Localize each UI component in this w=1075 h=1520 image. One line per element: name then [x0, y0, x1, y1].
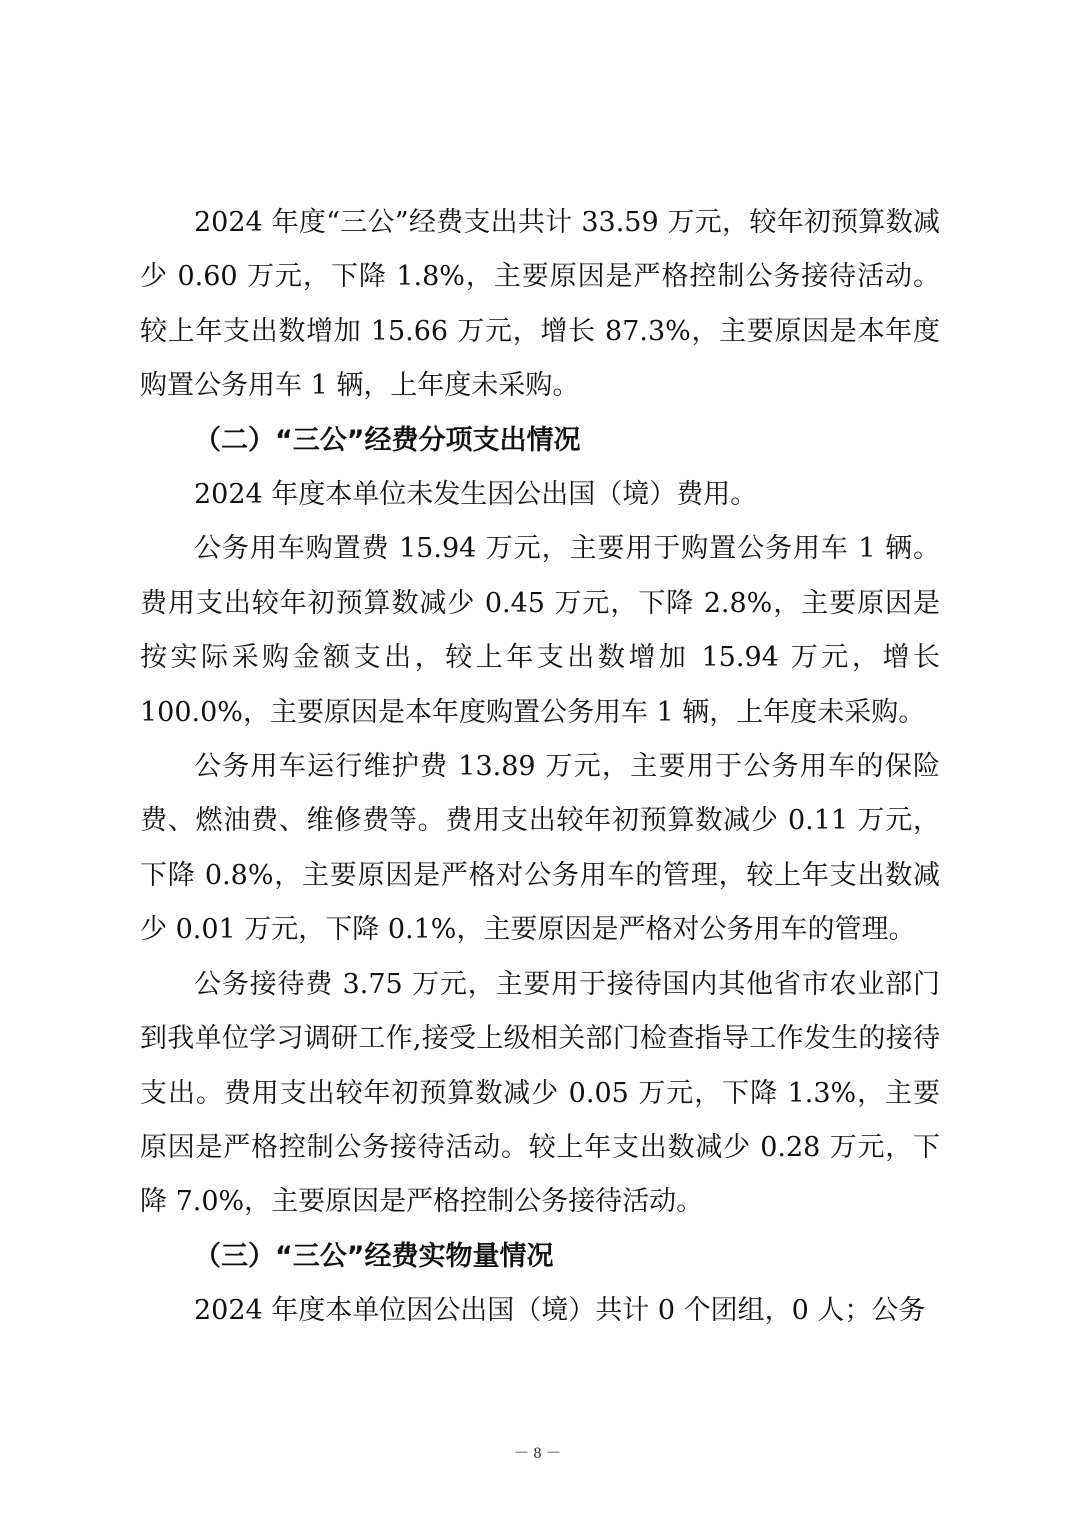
paragraph-vehicle-maintenance: 公务用车运行维护费 13.89 万元，主要用于公务用车的保险费、燃油费、维修费等。费用支出较年初预算数减少 0.11 万元，下降 0.8%，主要原因是严格对公务用车的管理，较上年支出数减少 0.01 万元，下降 0.1%，主要原因是严格对公务用车的管理。 [140, 751, 940, 946]
paragraph-physical-quantity: 2024 年度本单位因公出国（境）共计 0 个团组，0 人；公务 [194, 1295, 926, 1327]
section-heading-itemized: （二）“三公”经费分项支出情况 [194, 424, 581, 456]
page-number: － 8 － [513, 1445, 562, 1462]
paragraph-vehicle-purchase: 公务用车购置费 15.94 万元，主要用于购置公务用车 1 辆。费用支出较年初预算数减少 0.45 万元，下降 2.8%，主要原因是按实际采购金额支出，较上年支出数增加 15.94 万元，增长 100.0%，主要原因是本年度购置公务用车 1 辆，上年度未采购。 [140, 533, 940, 728]
body-text [140, 196, 940, 1339]
section-heading-physical: （三）“三公”经费实物量情况 [194, 1240, 554, 1272]
paragraph-overseas: 2024 年度本单位未发生因公出国（境）费用。 [194, 479, 758, 511]
paragraph-summary: 2024 年度“三公”经费支出共计 33.59 万元，较年初预算数减少 0.60 万元，下降 1.8%，主要原因是严格控制公务接待活动。较上年支出数增加 15.66 万元，增长 87.3%，主要原因是本年度购置公务用车 1 辆，上年度未采购。 [140, 207, 940, 402]
paragraph-reception: 公务接待费 3.75 万元，主要用于接待国内其他省市农业部门到我单位学习调研工作,接受上级相关部门检查指导工作发生的接待支出。费用支出较年初预算数减少 0.05 万元，下降 1.3%，主要原因是严格控制公务接待活动。较上年支出数减少 0.28 万元，下降 7.0%，主要原因是严格控制公务接待活动。 [140, 968, 940, 1218]
